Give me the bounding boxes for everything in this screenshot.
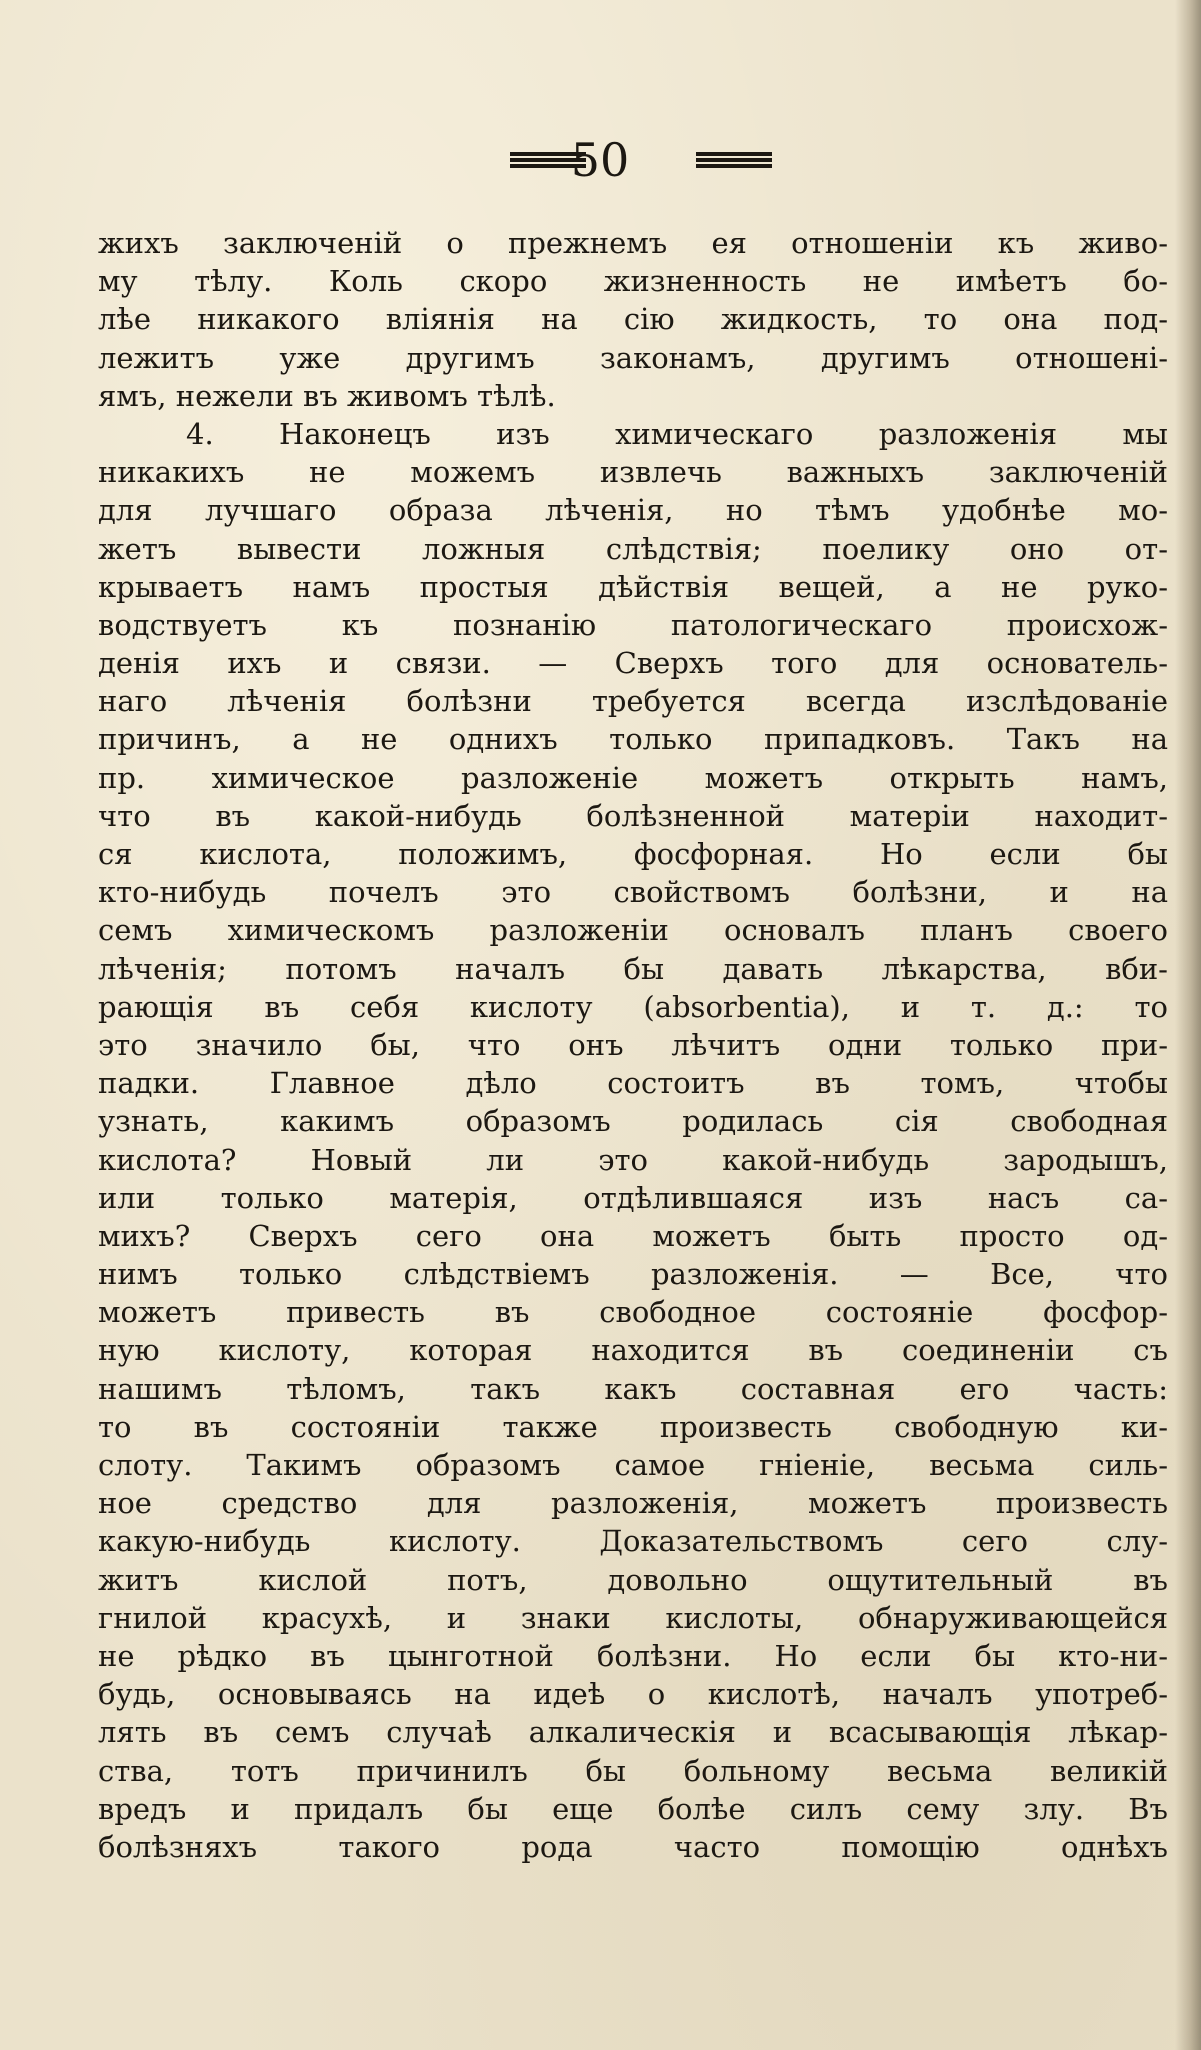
text-line: ства, тотъ причинилъ бы больному весьма великій	[98, 1753, 1168, 1788]
text-line: что въ какой-нибудь болѣзненной матеріи находит-	[98, 798, 1168, 833]
text-line: это значило бы, что онъ лѣчитъ одни только при-	[98, 1027, 1168, 1062]
text-line: лять въ семъ случаѣ алкалическія и всасывающія лѣкар-	[98, 1715, 1168, 1750]
text-line: или только матерія, отдѣлившаяся изъ насъ са-	[98, 1180, 1168, 1215]
text-line: лежитъ уже другимъ законамъ, другимъ отношені-	[98, 340, 1168, 375]
header-rule-right	[696, 152, 772, 168]
page-number: 50	[570, 133, 630, 187]
text-line: семъ химическомъ разложеніи основалъ планъ своего	[98, 913, 1168, 948]
paragraph-start-line: 4. Наконецъ изъ химическаго разложенія мы	[186, 416, 1168, 451]
text-line: нашимъ тѣломъ, такъ какъ составная его часть:	[98, 1371, 1168, 1406]
text-line: то въ состояніи также произвесть свободную ки-	[98, 1409, 1168, 1444]
text-line: слоту. Такимъ образомъ самое гніеніе, весьма силь-	[98, 1448, 1168, 1482]
text-line: наго лѣченія болѣзни требуется всегда изслѣдованіе	[98, 684, 1168, 719]
text-line: болѣзняхъ такого рода часто помощію однѣхъ	[98, 1829, 1168, 1864]
body-text	[98, 224, 1168, 1866]
text-line: кислота? Новый ли это какой-нибудь зародышъ,	[98, 1142, 1168, 1177]
text-line: водствуетъ къ познанію патологическаго происхож-	[98, 607, 1168, 642]
text-line: для лучшаго образа лѣченія, но тѣмъ удобнѣе мо-	[98, 493, 1168, 528]
text-line: можетъ привесть въ свободное состояніе фосфор-	[98, 1295, 1168, 1330]
text-line: жихъ заключеній о прежнемъ ея отношеніи къ живо-	[98, 226, 1168, 260]
text-line: ся кислота, положимъ, фосфорная. Но если бы	[98, 837, 1168, 871]
text-line: причинъ, а не однихъ только припадковъ. Такъ на	[98, 722, 1168, 757]
text-line: вредъ и придалъ бы еще болѣе силъ сему злу. Въ	[98, 1791, 1168, 1826]
text-line: будь, основываясь на идеѣ о кислотѣ, началъ употреб-	[98, 1677, 1168, 1712]
text-line: не рѣдко въ цынготной болѣзни. Но если бы кто-ни-	[98, 1638, 1168, 1673]
text-line: крываетъ намъ простыя дѣйствія вещей, а не руко-	[98, 569, 1168, 604]
text-line: му тѣлу. Коль скоро жизненность не имѣетъ бо-	[98, 264, 1168, 299]
text-line: нимъ только слѣдствіемъ разложенія. — Все, что	[98, 1257, 1168, 1292]
text-line: ное средство для разложенія, можетъ произвесть	[98, 1486, 1168, 1521]
text-line: рающія въ себя кислоту (absorbentia), и т. д.: то	[98, 989, 1168, 1024]
text-line: ямъ, нежели въ живомъ тѣлѣ.	[98, 378, 556, 413]
text-line: пр. химическое разложеніе можетъ открыть намъ,	[98, 760, 1168, 795]
text-line: падки. Главное дѣло состоитъ въ томъ, чтобы	[98, 1066, 1168, 1101]
page-header	[0, 128, 1201, 192]
text-line: денія ихъ и связи. — Сверхъ того для основатель-	[98, 646, 1168, 681]
text-line: лѣе никакого вліянія на сію жидкость, то она под-	[98, 302, 1168, 337]
text-line: какую-нибудь кислоту. Доказательствомъ сего слу-	[98, 1524, 1168, 1559]
text-line: жетъ вывести ложныя слѣдствія; поелику оно от-	[98, 531, 1168, 566]
text-line: узнать, какимъ образомъ родилась сія свободная	[98, 1104, 1168, 1139]
text-line: михъ? Сверхъ сего она можетъ быть просто од-	[98, 1218, 1168, 1253]
text-line: никакихъ не можемъ извлечь важныхъ заключеній	[98, 455, 1168, 490]
text-line: гнилой красухѣ, и знаки кислоты, обнаруживающейся	[98, 1600, 1168, 1635]
page-edge-shadow	[1175, 0, 1201, 2050]
text-line: лѣченія; потомъ началъ бы давать лѣкарства, вби-	[98, 951, 1168, 986]
text-line: житъ кислой потъ, довольно ощутительный въ	[98, 1562, 1168, 1597]
text-line: кто-нибудь почелъ это свойствомъ болѣзни, и на	[98, 875, 1168, 910]
text-line: ную кислоту, которая находится въ соединеніи съ	[98, 1333, 1168, 1368]
